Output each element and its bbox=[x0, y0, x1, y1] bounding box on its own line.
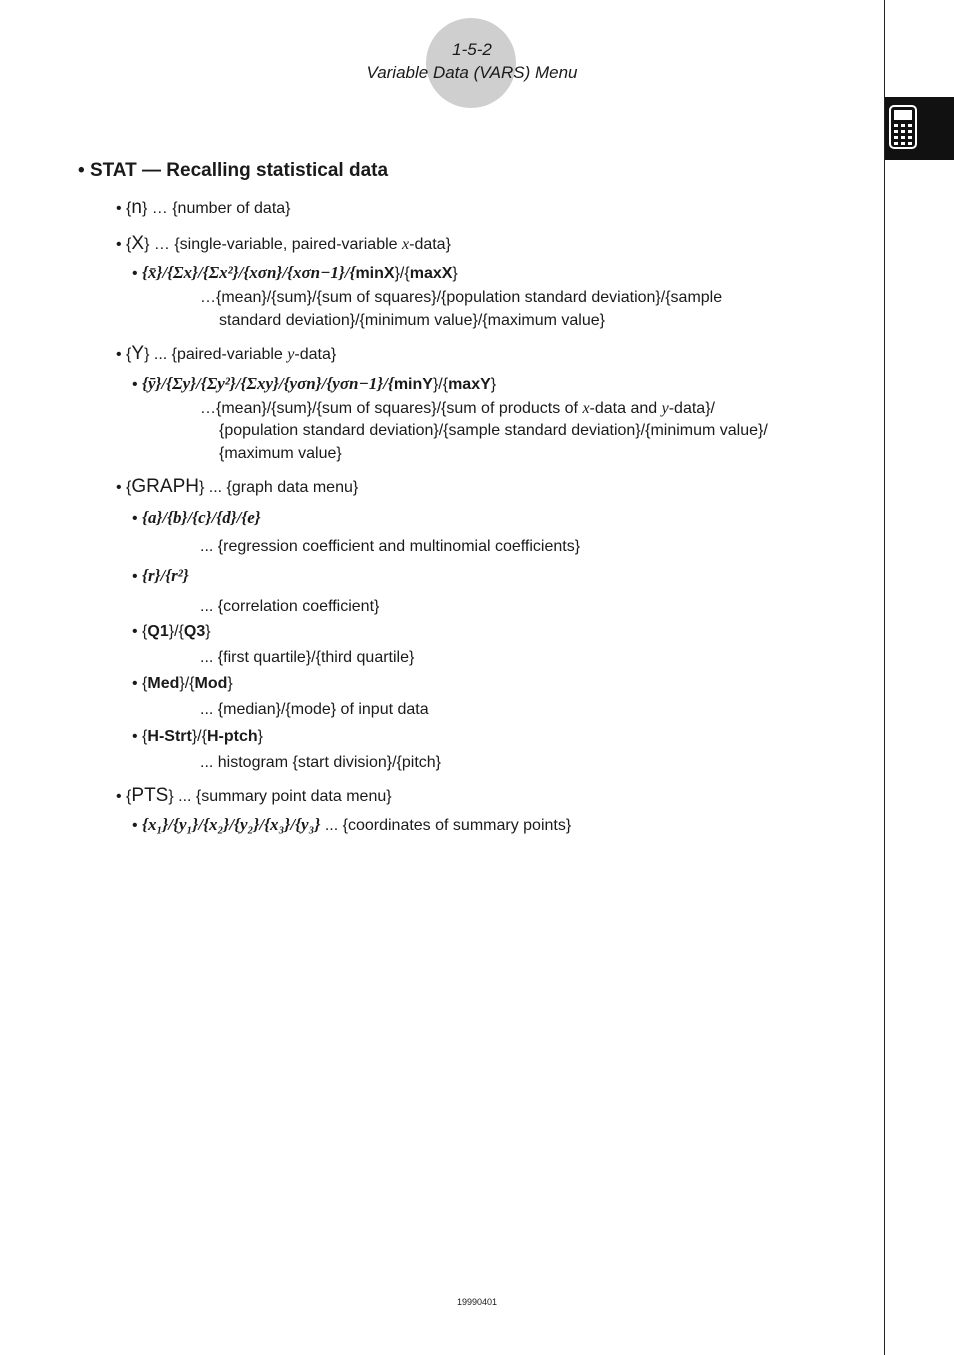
graph-sub-2-desc: ... {correlation coefficient} bbox=[200, 598, 380, 615]
item-pts-sub-desc: ... {coordinates of summary points} bbox=[320, 817, 572, 834]
item-y-sub-mid: }/{ bbox=[432, 376, 449, 393]
item-graph-desc: ... {graph data menu} bbox=[204, 479, 359, 496]
graph-sub-4-k2: Mod bbox=[194, 675, 228, 692]
key-n: n bbox=[131, 197, 142, 218]
graph-sub-3-k2: Q3 bbox=[183, 623, 206, 640]
item-x-desc-post: -data} bbox=[409, 236, 451, 253]
item-x-sub-desc-2: standard deviation}/{minimum value}/{maximum value} bbox=[219, 312, 605, 329]
item-x-desc-var: x bbox=[402, 236, 410, 253]
graph-sub-5-k1: H-Strt bbox=[147, 728, 192, 745]
graph-sub-5-pre: { bbox=[142, 728, 148, 745]
item-y-desc-pre: ... {paired-variable bbox=[149, 346, 288, 363]
graph-sub-3-k1: Q1 bbox=[147, 623, 169, 640]
item-graph: • {GRAPH} ... {graph data menu} bbox=[116, 476, 359, 497]
section-title-text: STAT — Recalling statistical data bbox=[89, 160, 389, 181]
graph-sub-1-desc: ... {regression coefficient and multinomial coefficients} bbox=[200, 538, 581, 555]
item-x-sub-desc-1: …{mean}/{sum}/{sum of squares}/{population standard deviation}/{sample bbox=[200, 289, 723, 306]
key-graph: GRAPH bbox=[131, 476, 199, 497]
page-header-title: Variable Data (VARS) Menu bbox=[366, 63, 578, 82]
graph-sub-4-desc: ... {median}/{mode} of input data bbox=[200, 701, 429, 718]
item-pts-desc: ... {summary point data menu} bbox=[173, 788, 392, 805]
item-x-desc-pre: … {single-variable, paired-variable bbox=[149, 236, 402, 253]
item-n-desc: … {number of data} bbox=[147, 200, 291, 217]
item-y: • {Y} ... {paired-variable y-data} bbox=[116, 343, 337, 364]
graph-sub-4-k1: Med bbox=[147, 675, 180, 692]
page-number: 1-5-2 bbox=[452, 40, 492, 59]
item-n: • {n} … {number of data} bbox=[116, 197, 291, 218]
graph-sub-5-k2: H-ptch bbox=[206, 728, 258, 745]
item-y-desc-post: -data} bbox=[294, 346, 337, 363]
item-y-desc1-v1: x bbox=[582, 400, 590, 417]
item-x-sub: • {x̄}/{Σx}/{Σx²}/{xσn}/{xσn−1}/{minX}/{maxX} bbox=[132, 263, 458, 282]
key-x: X bbox=[131, 233, 145, 254]
key-y: Y bbox=[131, 343, 145, 364]
graph-sub-3-desc: ... {first quartile}/{third quartile} bbox=[200, 649, 415, 666]
item-x-sub-end: } bbox=[452, 265, 458, 282]
item-x-sub-mid: }/{ bbox=[394, 265, 410, 282]
section-title bbox=[78, 160, 388, 182]
item-pts-sub-keys: {x₁}/{y₁}/{x₂}/{y₂}/{x₃}/{y₃} bbox=[142, 815, 321, 834]
graph-sub-3-mid: }/{ bbox=[168, 623, 184, 640]
item-x-sub-max: maxX bbox=[409, 265, 453, 282]
item-y-desc1-post: -data}/ bbox=[668, 400, 715, 417]
graph-sub-3-pre: { bbox=[142, 623, 148, 640]
graph-sub-2: • {r}/{r²} bbox=[132, 566, 189, 585]
graph-sub-5-end: } bbox=[257, 728, 263, 745]
item-y-desc1-v2: y bbox=[661, 400, 669, 417]
key-pts: PTS bbox=[131, 785, 169, 806]
graph-sub-3-end: } bbox=[205, 623, 211, 640]
graph-sub-5-mid: }/{ bbox=[191, 728, 207, 745]
item-x-sub-keys: {x̄}/{Σx}/{Σx²}/{xσn}/{xσn−1}/{ bbox=[142, 263, 356, 282]
item-y-sub-end: } bbox=[490, 376, 497, 393]
footer-code: 19990401 bbox=[456, 1297, 498, 1307]
margin-rule bbox=[884, 0, 885, 1355]
graph-sub-4: • {Med}/{Mod} bbox=[132, 675, 233, 692]
item-pts: • {PTS} ... {summary point data menu} bbox=[116, 785, 392, 806]
item-pts-sub: • {x₁}/{y₁}/{x₂}/{y₂}/{x₃}/{y₃} ... {coordinates of summary points} bbox=[132, 815, 572, 834]
item-y-sub-min: minY bbox=[393, 376, 433, 393]
graph-sub-1-keys: {a}/{b}/{c}/{d}/{e} bbox=[142, 508, 261, 527]
item-y-sub-max: maxY bbox=[448, 376, 491, 393]
graph-sub-4-end: } bbox=[227, 675, 233, 692]
item-y-sub-desc-1 bbox=[200, 397, 715, 420]
item-y-desc-var: y bbox=[287, 346, 295, 363]
graph-sub-4-mid: }/{ bbox=[179, 675, 195, 692]
graph-sub-2-keys: {r}/{r²} bbox=[142, 566, 189, 585]
item-x: • {X} … {single-variable, paired-variable x-data} bbox=[116, 233, 451, 254]
graph-sub-5-desc: ... histogram {start division}/{pitch} bbox=[200, 754, 442, 771]
item-x-sub-min: minX bbox=[355, 265, 395, 282]
item-y-sub-desc-3: {maximum value} bbox=[219, 445, 342, 462]
item-y-sub-desc-2: {population standard deviation}/{sample standard deviation}/{minimum value}/ bbox=[219, 422, 768, 439]
graph-sub-5: • {H-Strt}/{H-ptch} bbox=[132, 728, 263, 745]
graph-sub-4-pre: { bbox=[142, 675, 148, 692]
graph-sub-3: • {Q1}/{Q3} bbox=[132, 623, 211, 640]
graph-sub-1: • {a}/{b}/{c}/{d}/{e} bbox=[132, 508, 261, 527]
item-y-desc1-pre: …{mean}/{sum}/{sum of squares}/{sum of products of bbox=[200, 400, 583, 417]
chapter-tab bbox=[885, 97, 954, 160]
item-y-sub: • {ȳ}/{Σy}/{Σy²}/{Σxy}/{yσn}/{yσn−1}/{minY}/{maxY} bbox=[132, 374, 497, 393]
item-y-desc1-mid: -data and bbox=[589, 400, 662, 417]
section-bullet: • bbox=[78, 160, 85, 181]
calculator-icon bbox=[888, 105, 918, 149]
item-y-sub-keys: {ȳ}/{Σy}/{Σy²}/{Σxy}/{yσn}/{yσn−1}/{ bbox=[142, 374, 394, 393]
